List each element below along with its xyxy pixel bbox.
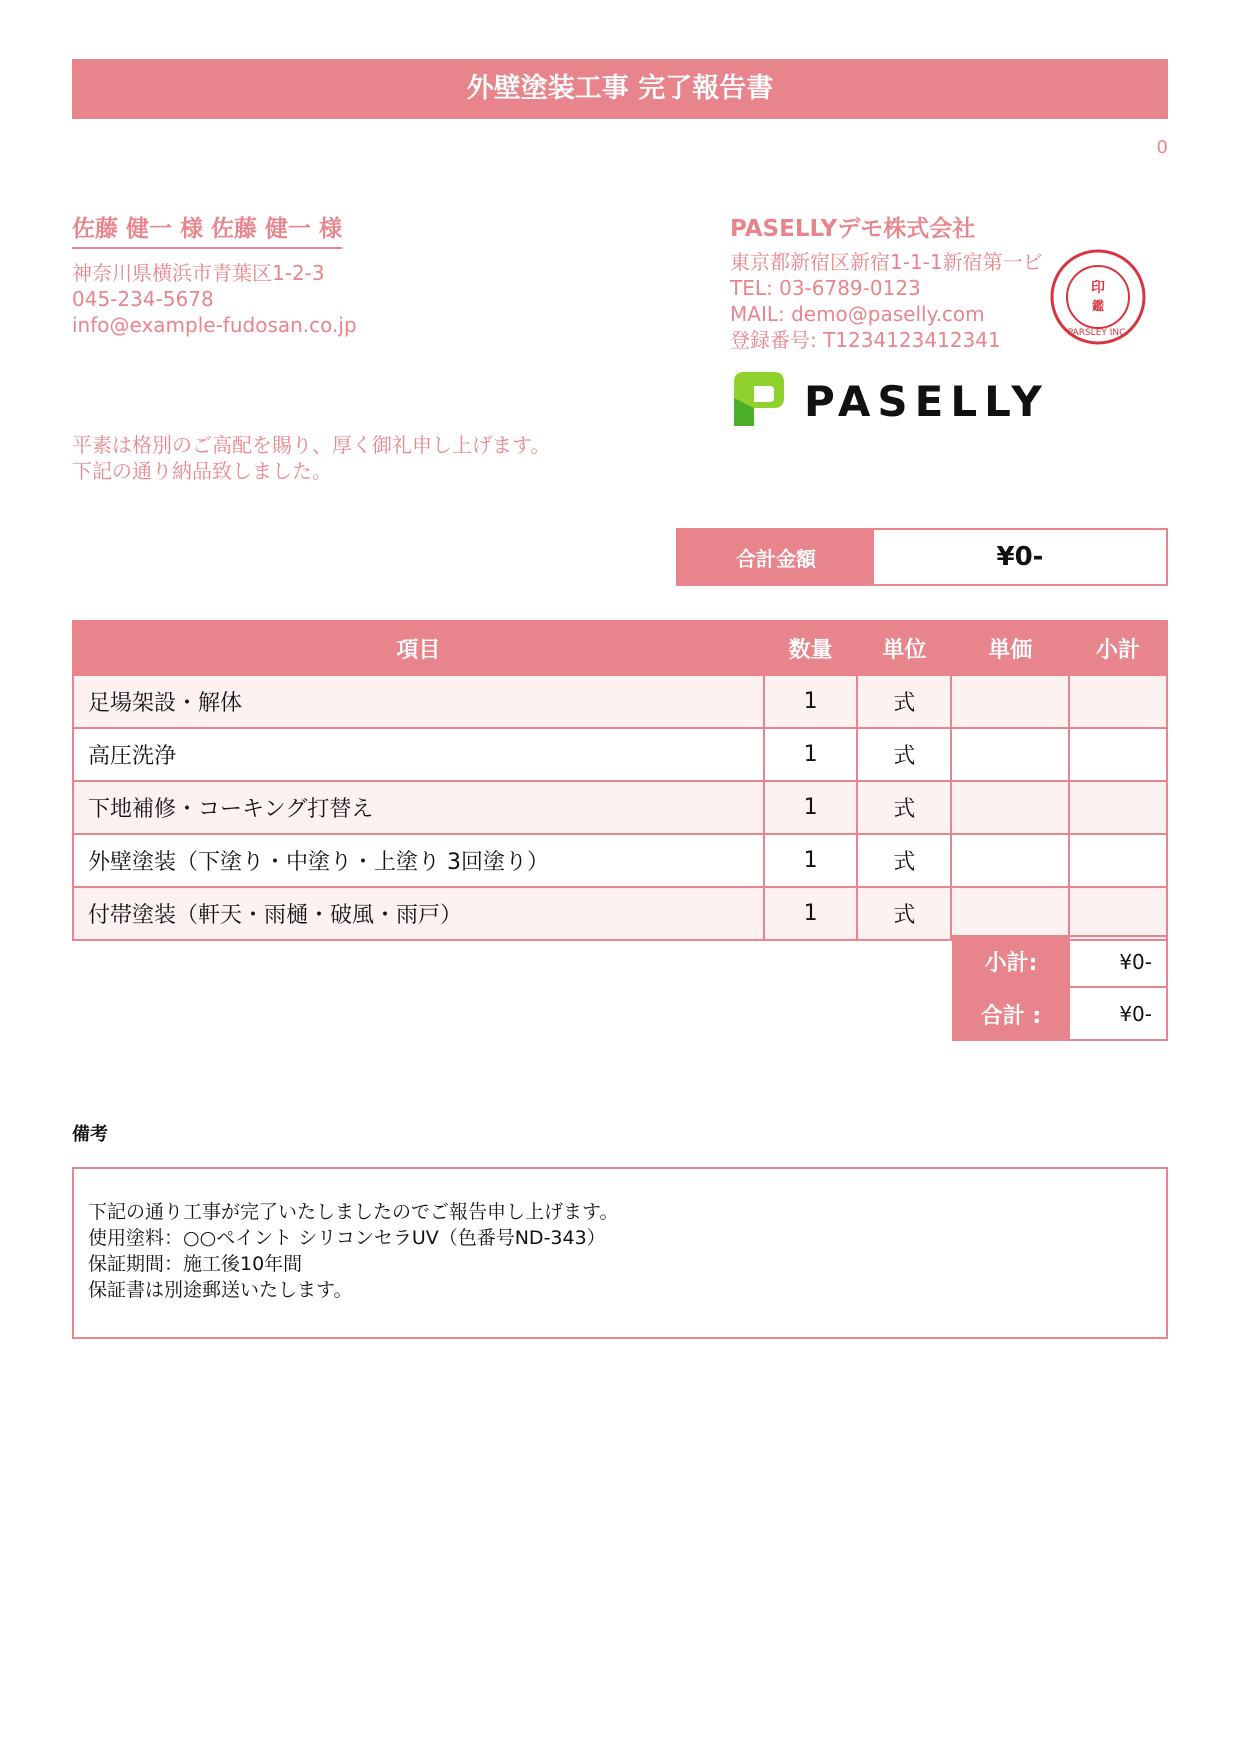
cell-unit: 式 — [857, 675, 951, 728]
summary-total-value: ¥0- — [1070, 988, 1168, 1041]
cell-unit: 式 — [857, 834, 951, 887]
company-logo — [730, 368, 1060, 430]
header-price: 単価 — [951, 621, 1069, 675]
cell-unit: 式 — [857, 887, 951, 940]
table-row — [73, 675, 1167, 728]
company-tel: TEL: 03-6789-0123 — [730, 276, 921, 300]
company-registration: 登録番号: T1234123412341 — [730, 328, 1001, 352]
cell-subtotal — [1069, 728, 1167, 781]
summary-subtotal-label: 小計: — [952, 935, 1070, 988]
table-row — [73, 728, 1167, 781]
summary-total-row — [952, 988, 1168, 1041]
cell-qty: 1 — [764, 834, 858, 887]
cell-qty: 1 — [764, 728, 858, 781]
total-amount-value: ¥0- — [996, 542, 1044, 572]
client-address: 神奈川県横浜市青葉区1-2-3 — [72, 261, 325, 285]
cell-unit: 式 — [857, 781, 951, 834]
notes-line: 使用塗料：○○ペイント シリコンセラUV（色番号ND-343） — [88, 1227, 606, 1249]
summary-total-label: 合計 : — [952, 988, 1070, 1041]
table-row — [73, 887, 1167, 940]
items-table — [72, 620, 1168, 941]
cell-subtotal — [1069, 781, 1167, 834]
document-number: 0 — [1156, 137, 1168, 158]
cell-price — [951, 834, 1069, 887]
cell-price — [951, 781, 1069, 834]
client-phone: 045-234-5678 — [72, 287, 214, 311]
table-row — [73, 834, 1167, 887]
header-item: 項目 — [73, 621, 764, 675]
greeting-line: 下記の通り納品致しました。 — [72, 459, 332, 483]
total-amount-box — [676, 528, 1168, 586]
notes-line: 保証書は別途郵送いたします。 — [88, 1279, 353, 1301]
cell-unit: 式 — [857, 728, 951, 781]
cell-subtotal — [1069, 834, 1167, 887]
notes-box — [72, 1167, 1168, 1339]
header-qty: 数量 — [764, 621, 858, 675]
summary-subtotal-row — [952, 935, 1168, 988]
cell-subtotal — [1069, 675, 1167, 728]
greeting-line: 平素は格別のご高配を賜り、厚く御礼申し上げます。 — [72, 433, 551, 457]
logo-text: PASELLY — [804, 377, 1049, 426]
cell-item: 外壁塗装（下塗り・中塗り・上塗り 3回塗り） — [73, 834, 764, 887]
total-amount-label: 合計金額 — [678, 530, 874, 584]
client-name: 佐藤 健一 様 佐藤 健一 様 — [72, 210, 342, 249]
notes-line: 下記の通り工事が完了いたしましたのでご報告申し上げます。 — [88, 1201, 619, 1223]
cell-item: 付帯塗装（軒天・雨樋・破風・雨戸） — [73, 887, 764, 940]
document-title: 外壁塗装工事 完了報告書 — [72, 59, 1168, 119]
company-mail: MAIL: demo@paselly.com — [730, 302, 985, 326]
header-unit: 単位 — [857, 621, 951, 675]
header-subtotal: 小計 — [1069, 621, 1167, 675]
client-email: info@example-fudosan.co.jp — [72, 313, 357, 337]
notes-line: 保証期間：施工後10年間 — [88, 1253, 303, 1275]
cell-qty: 1 — [764, 781, 858, 834]
cell-item: 下地補修・コーキング打替え — [73, 781, 764, 834]
cell-subtotal — [1069, 887, 1167, 940]
cell-item: 高圧洗浄 — [73, 728, 764, 781]
company-address: 東京都新宿区新宿1-1-1新宿第一ビ — [730, 250, 1043, 274]
company-name: PASELLYデモ株式会社 — [730, 216, 976, 242]
cell-price — [951, 887, 1069, 940]
greeting — [72, 432, 550, 484]
notes-label: 備考 — [72, 1124, 108, 1145]
seal-text: PARSLEY INC. — [1067, 328, 1129, 338]
summary-subtotal-value: ¥0- — [1070, 935, 1168, 988]
svg-text:印: 印 — [1091, 280, 1105, 296]
cell-price — [951, 675, 1069, 728]
logo-mark-icon — [734, 372, 784, 426]
cell-qty: 1 — [764, 675, 858, 728]
cell-qty: 1 — [764, 887, 858, 940]
cell-item: 足場架設・解体 — [73, 675, 764, 728]
cell-price — [951, 728, 1069, 781]
summary-block — [952, 935, 1168, 1041]
svg-text:鑑: 鑑 — [1091, 299, 1105, 313]
company-seal-icon — [1048, 247, 1148, 347]
table-row — [73, 781, 1167, 834]
client-info — [72, 260, 357, 338]
table-header-row — [73, 621, 1167, 675]
company-block — [730, 210, 1043, 353]
